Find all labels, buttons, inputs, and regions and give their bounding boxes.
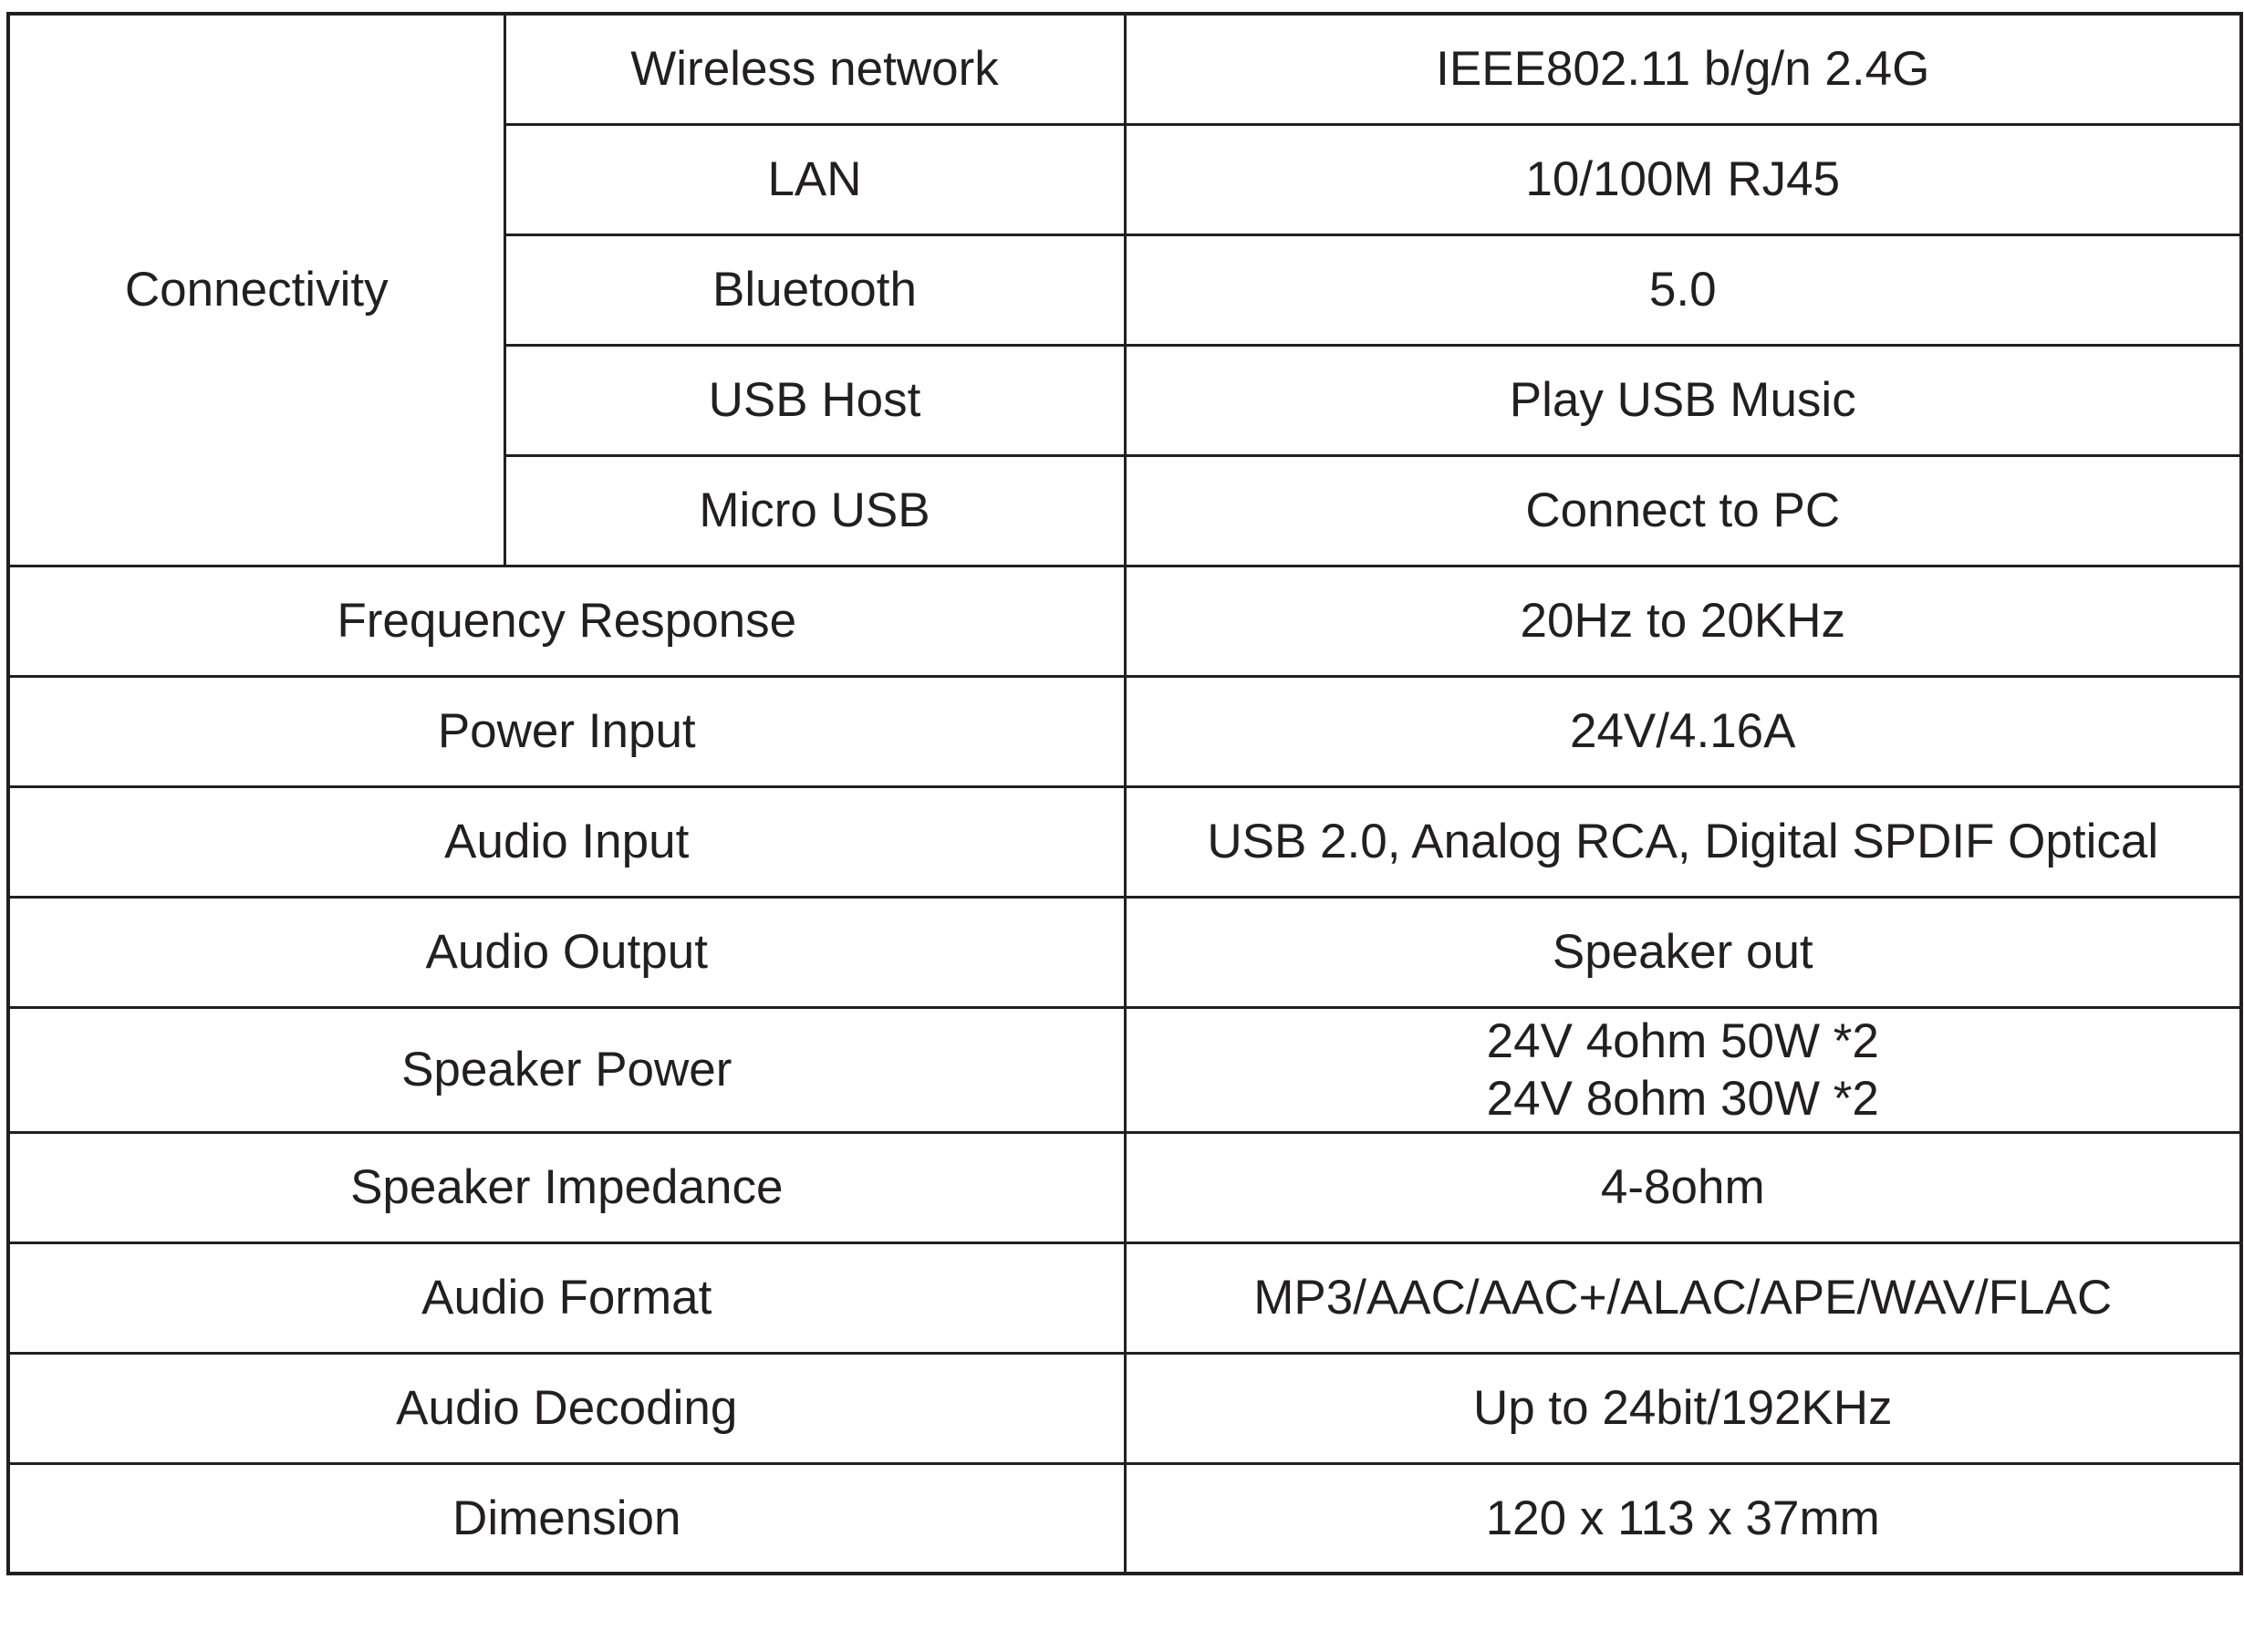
spec-name: Audio Output (8, 897, 1125, 1007)
spec-value-line: 24V 8ohm 30W *2 (1486, 1071, 1879, 1126)
table-row (8, 1353, 2241, 1463)
connectivity-label: Connectivity (8, 14, 504, 566)
spec-name: Frequency Response (8, 566, 1125, 676)
table-row (8, 1242, 2241, 1353)
spec-subname: Wireless network (504, 14, 1125, 124)
spec-name: Audio Decoding (8, 1353, 1125, 1463)
table-row (8, 897, 2241, 1007)
spec-value: 4-8ohm (1125, 1132, 2241, 1242)
spec-value: Up to 24bit/192KHz (1125, 1353, 2241, 1463)
spec-value: Play USB Music (1125, 345, 2241, 455)
spec-subname: Micro USB (504, 455, 1125, 566)
spec-subname: LAN (504, 124, 1125, 234)
spec-value: MP3/AAC/AAC+/ALAC/APE/WAV/FLAC (1125, 1242, 2241, 1353)
spec-value: 5.0 (1125, 234, 2241, 345)
spec-subname: USB Host (504, 345, 1125, 455)
spec-name: Audio Input (8, 786, 1125, 897)
spec-name: Speaker Impedance (8, 1132, 1125, 1242)
spec-table (6, 12, 2243, 1575)
table-row (8, 786, 2241, 897)
spec-name: Audio Format (8, 1242, 1125, 1353)
spec-value-line: 24V 4ohm 50W *2 (1486, 1013, 1879, 1068)
table-row (8, 1132, 2241, 1242)
spec-name: Power Input (8, 676, 1125, 786)
table-row (8, 1007, 2241, 1132)
spec-value: 10/100M RJ45 (1125, 124, 2241, 234)
spec-name: Speaker Power (8, 1007, 1125, 1132)
table-row (8, 676, 2241, 786)
spec-value: 20Hz to 20KHz (1125, 566, 2241, 676)
spec-value: 24V/4.16A (1125, 676, 2241, 786)
spec-name: Dimension (8, 1463, 1125, 1574)
spec-value (1125, 1007, 2241, 1132)
spec-value: 120 x 113 x 37mm (1125, 1463, 2241, 1574)
spec-value: USB 2.0, Analog RCA, Digital SPDIF Optical (1125, 786, 2241, 897)
spec-subname: Bluetooth (504, 234, 1125, 345)
spec-value: Connect to PC (1125, 455, 2241, 566)
spec-value: Speaker out (1125, 897, 2241, 1007)
table-row (8, 566, 2241, 676)
table-row (8, 1463, 2241, 1574)
table-row (8, 14, 2241, 124)
spec-value: IEEE802.11 b/g/n 2.4G (1125, 14, 2241, 124)
